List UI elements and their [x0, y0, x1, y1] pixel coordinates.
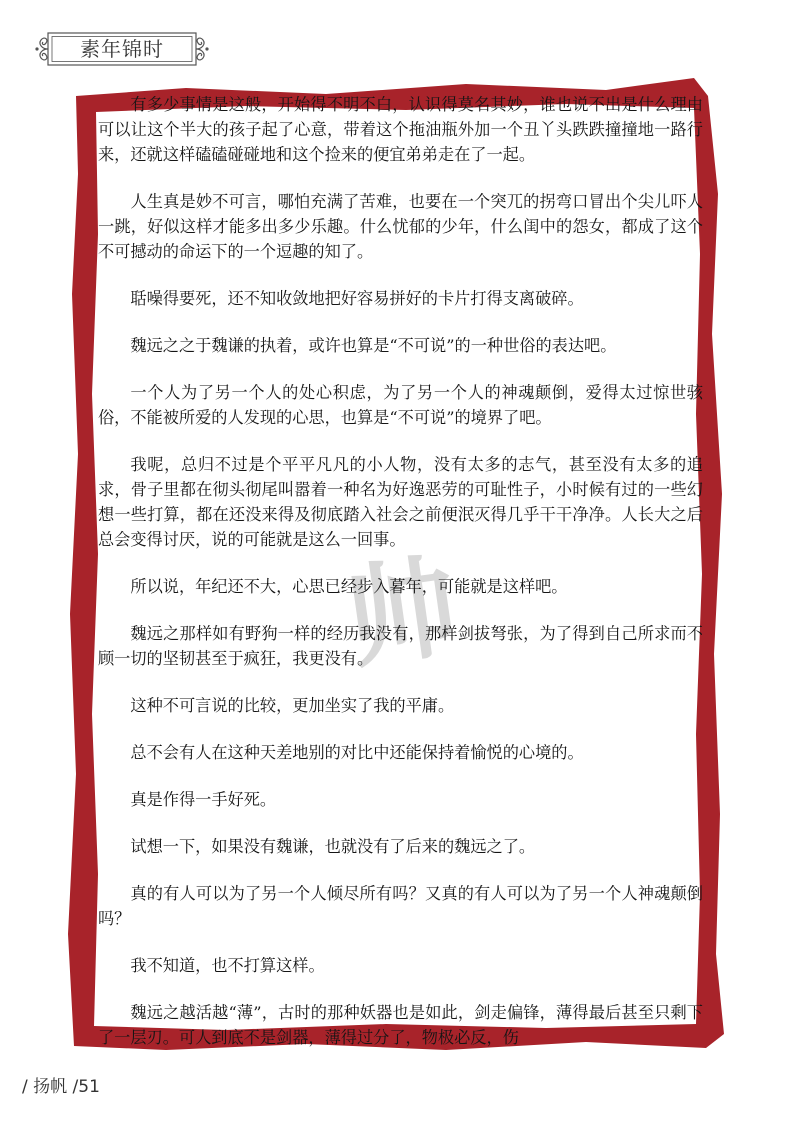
- chapter-header-badge: [34, 30, 210, 68]
- paragraph: 总不会有人在这种天差地别的对比中还能保持着愉悦的心境的。: [130, 743, 584, 762]
- paragraph: 魏远之那样如有野狗一样的经历我没有，那样剑拔弩张，为了得到自己所求而不顾一切的坚韧甚至于疯狂，我更没有。: [98, 624, 703, 668]
- calligraphy-watermark: 帅: [337, 540, 465, 684]
- article-body: [98, 92, 703, 1050]
- paragraph: 我呢，总归不过是个平平凡凡的小人物，没有太多的志气，甚至没有太多的追求，骨子里都在彻头彻尾叫嚣着一种名为好逸恶劳的可耻性子，小时候有过的一些幻想一些打算，都在还没来得及彻底踏入社会之前便泯灭得几乎干干净净。人长大之后总会变得讨厌，说的可能就是这么一回事。: [98, 455, 703, 549]
- paragraph: 聒噪得要死，还不知收敛地把好容易拼好的卡片打得支离破碎。: [130, 289, 584, 308]
- paragraph: 魏远之越活越“薄”，古时的那种妖器也是如此，剑走偏锋，薄得最后甚至只剩下了一层刃。可人到底不是剑器，薄得过分了，物极必反，伤: [98, 1003, 703, 1047]
- paragraph: 试想一下，如果没有魏谦，也就没有了后来的魏远之了。: [130, 837, 536, 856]
- paragraph: 所以说，年纪还不大，心思已经步入暮年，可能就是这样吧。: [130, 577, 568, 596]
- paragraph: 我不知道，也不打算这样。: [130, 956, 325, 975]
- paragraph: 真是作得一手好死。: [130, 790, 277, 809]
- paragraph: 魏远之之于魏谦的执着，或许也算是“不可说”的一种世俗的表达吧。: [130, 336, 617, 355]
- paragraph: 有多少事情是这般，开始得不明不白，认识得莫名其妙，谁也说不出是什么理由可以让这个半大的孩子起了心意，带着这个拖油瓶外加一个丑丫头跌跌撞撞地一路行来，还就这样磕磕碰碰地和这个捡来的便宜弟弟走在了一起。: [98, 95, 703, 164]
- page-footer: / 扬帆 /51: [22, 1077, 100, 1097]
- paragraph: 这种不可言说的比较，更加坐实了我的平庸。: [130, 696, 455, 715]
- paragraph: 人生真是妙不可言，哪怕充满了苦难，也要在一个突兀的拐弯口冒出个尖儿吓人一跳，好似这样才能多出多少乐趣。什么忧郁的少年，什么闺中的怨女，都成了这个不可撼动的命运下的一个逗趣的知了。: [98, 192, 703, 261]
- paragraph: 真的有人可以为了另一个人倾尽所有吗？又真的有人可以为了另一个人神魂颠倒吗？: [98, 884, 703, 928]
- chapter-title: 素年锦时: [80, 37, 164, 61]
- paragraph: 一个人为了另一个人的处心积虑，为了另一个人的神魂颠倒，爱得太过惊世骇俗，不能被所爱的人发现的心思，也算是“不可说”的境界了吧。: [98, 383, 703, 427]
